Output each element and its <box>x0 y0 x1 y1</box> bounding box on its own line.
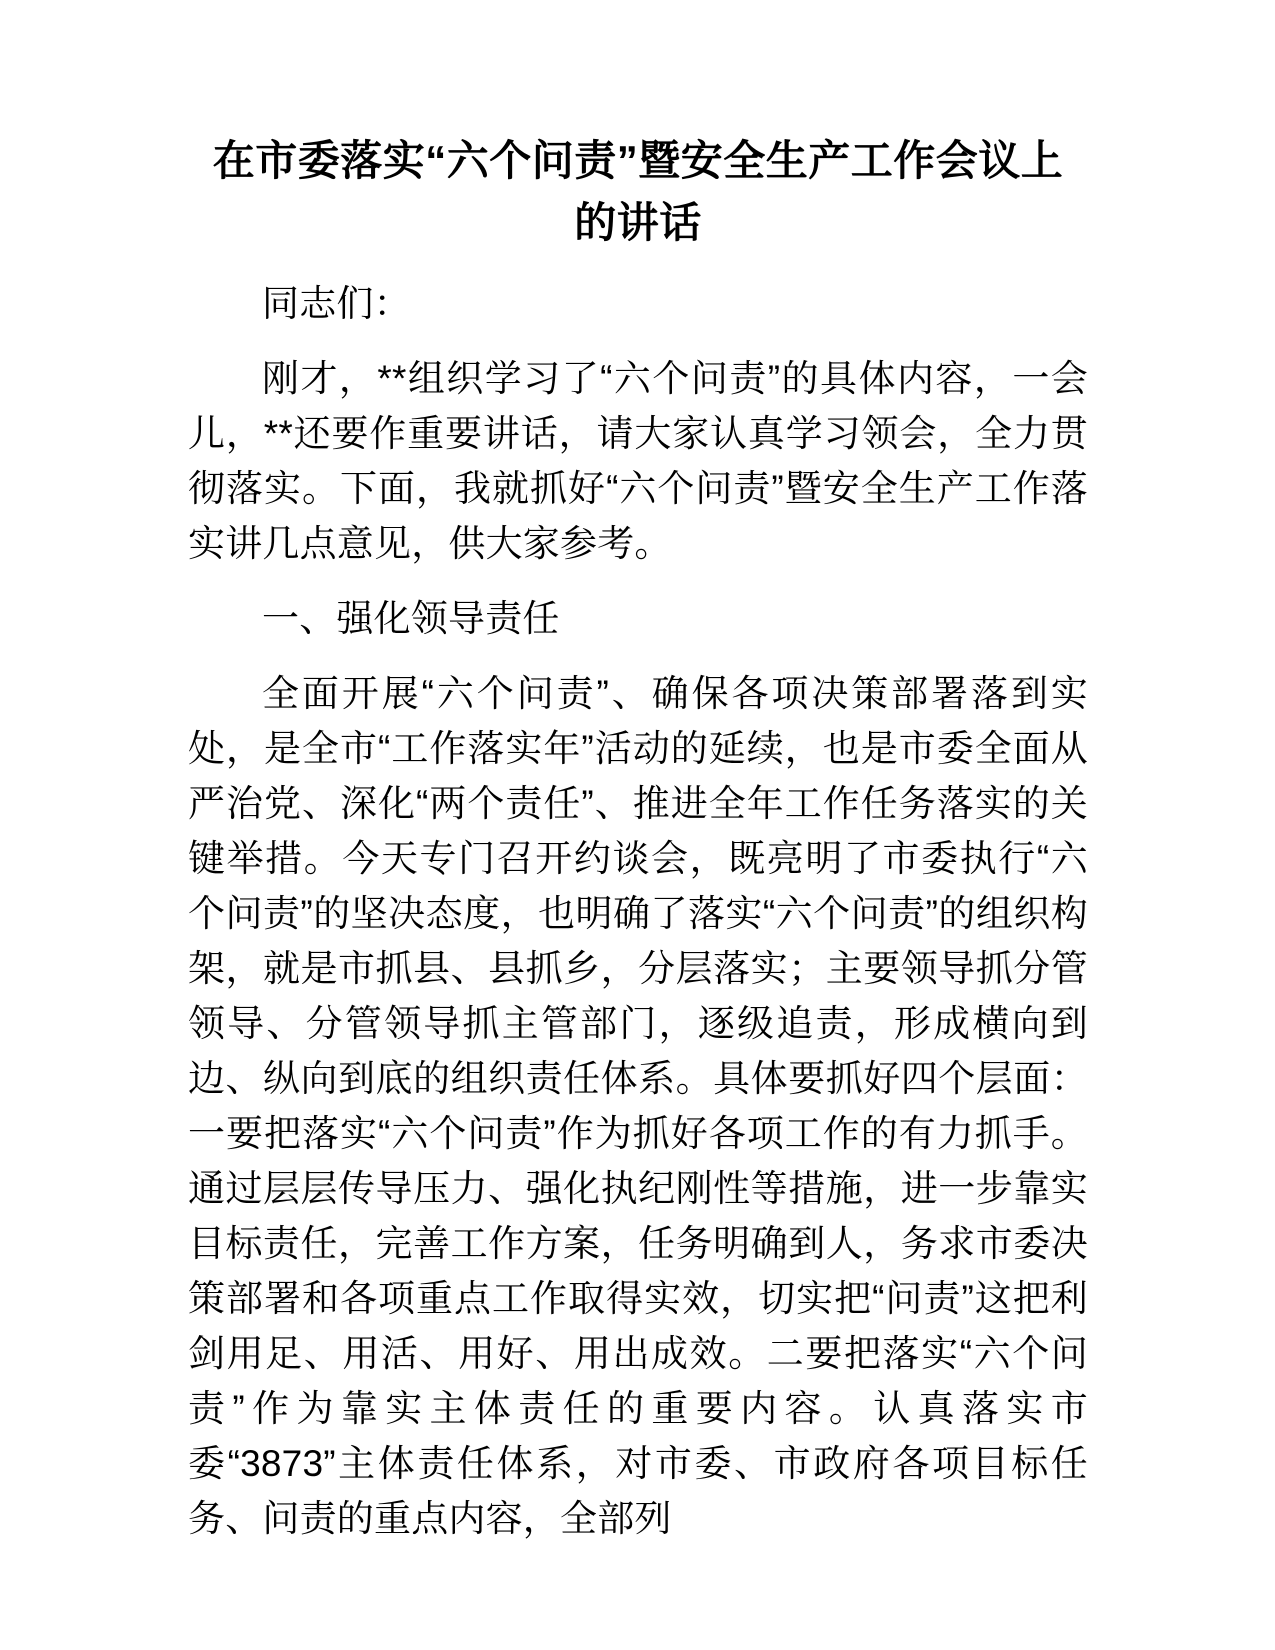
document-content <box>188 130 1088 1546</box>
intro-paragraph: 刚才，**组织学习了“六个问责”的具体内容，一会儿，**还要作重要讲话，请大家认真学习领会，全力贯彻落实。下面，我就抓好“六个问责”暨安全生产工作落实讲几点意见，供大家参考。 <box>188 358 1088 564</box>
salutation-line: 同志们： <box>262 283 411 324</box>
page-title: 在市委落实“六个问责”暨安全生产工作会议上的讲话 <box>212 137 1064 246</box>
section-heading-one: 一、强化领导责任 <box>262 598 560 639</box>
section-one-paragraph: 全面开展“六个问责”、确保各项决策部署落到实处，是全市“工作落实年”活动的延续，也是市委全面从严治党、深化“两个责任”、推进全年工作任务落实的关键举措。今天专门召开约谈会，既亮明了市委执行“六个问责”的坚决态度，也明确了落实“六个问责”的组织构架，就是市抓县、县抓乡，分层落实；主要领导抓分管领导、分管领导抓主管部门，逐级追责，形成横向到边、纵向到底的组织责任体系。具体要抓好四个层面：一要把落实“六个问责”作为抓好各项工作的有力抓手。通过层层传导压力、强化执纪刚性等措施，进一步靠实目标责任，完善工作方案，任务明确到人，务求市委决策部署和各项重点工作取得实效，切实把“问责”这把利剑用足、用活、用好、用出成效。二要把落实“六个问责”作为靠实主体责任的重要内容。认真落实市委“3873”主体责任体系，对市委、市政府各项目标任务、问责的重点内容，全部列 <box>188 673 1088 1539</box>
